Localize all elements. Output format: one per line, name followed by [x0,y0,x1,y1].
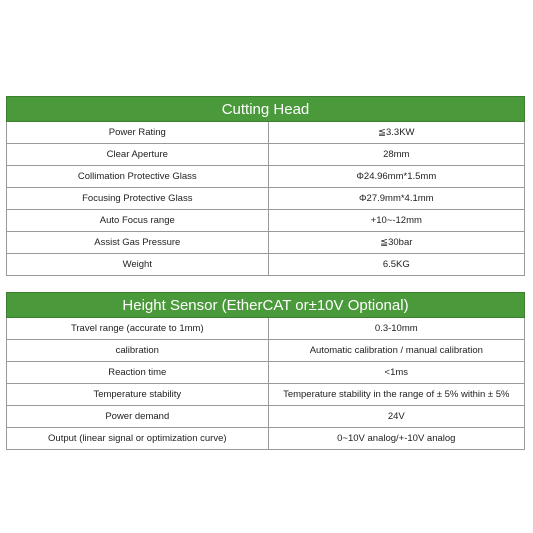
spec-value: 0~10V analog/+-10V analog [268,428,524,450]
spec-label: Auto Focus range [7,210,269,232]
spec-label: Focusing Protective Glass [7,188,269,210]
spec-value: <1ms [268,362,524,384]
table-row [7,318,525,340]
cutting-head-table [6,96,525,276]
spec-value: Temperature stability in the range of ± 5% within ± 5% [268,384,524,406]
table-row [7,406,525,428]
table-row [7,122,525,144]
spec-value: ≦3.3KW [268,122,524,144]
table-row [7,362,525,384]
spec-value: Automatic calibration / manual calibration [268,340,524,362]
spec-label: Power Rating [7,122,269,144]
spec-label: Reaction time [7,362,269,384]
table-row [7,166,525,188]
table-row [7,210,525,232]
spec-value: ≦30bar [268,232,524,254]
spec-value: Φ27.9mm*4.1mm [268,188,524,210]
table-row [7,428,525,450]
spec-value: 0.3-10mm [268,318,524,340]
spec-label: Power demand [7,406,269,428]
spec-value: 6.5KG [268,254,524,276]
table-row [7,144,525,166]
spec-label: Temperature stability [7,384,269,406]
spec-label: Weight [7,254,269,276]
spec-value: +10~-12mm [268,210,524,232]
height-sensor-table [6,292,525,450]
spec-label: calibration [7,340,269,362]
spec-label: Assist Gas Pressure [7,232,269,254]
spec-label: Output (linear signal or optimization curve) [7,428,269,450]
spec-value: 24V [268,406,524,428]
table-row [7,232,525,254]
spec-value: Φ24.96mm*1.5mm [268,166,524,188]
table-row [7,384,525,406]
spec-value: 28mm [268,144,524,166]
spec-label: Travel range (accurate to 1mm) [7,318,269,340]
table-row [7,254,525,276]
height-sensor-title: Height Sensor (EtherCAT or±10V Optional) [7,293,525,318]
spec-label: Collimation Protective Glass [7,166,269,188]
cutting-head-title: Cutting Head [7,97,525,122]
spec-label: Clear Aperture [7,144,269,166]
table-row [7,188,525,210]
table-row [7,340,525,362]
